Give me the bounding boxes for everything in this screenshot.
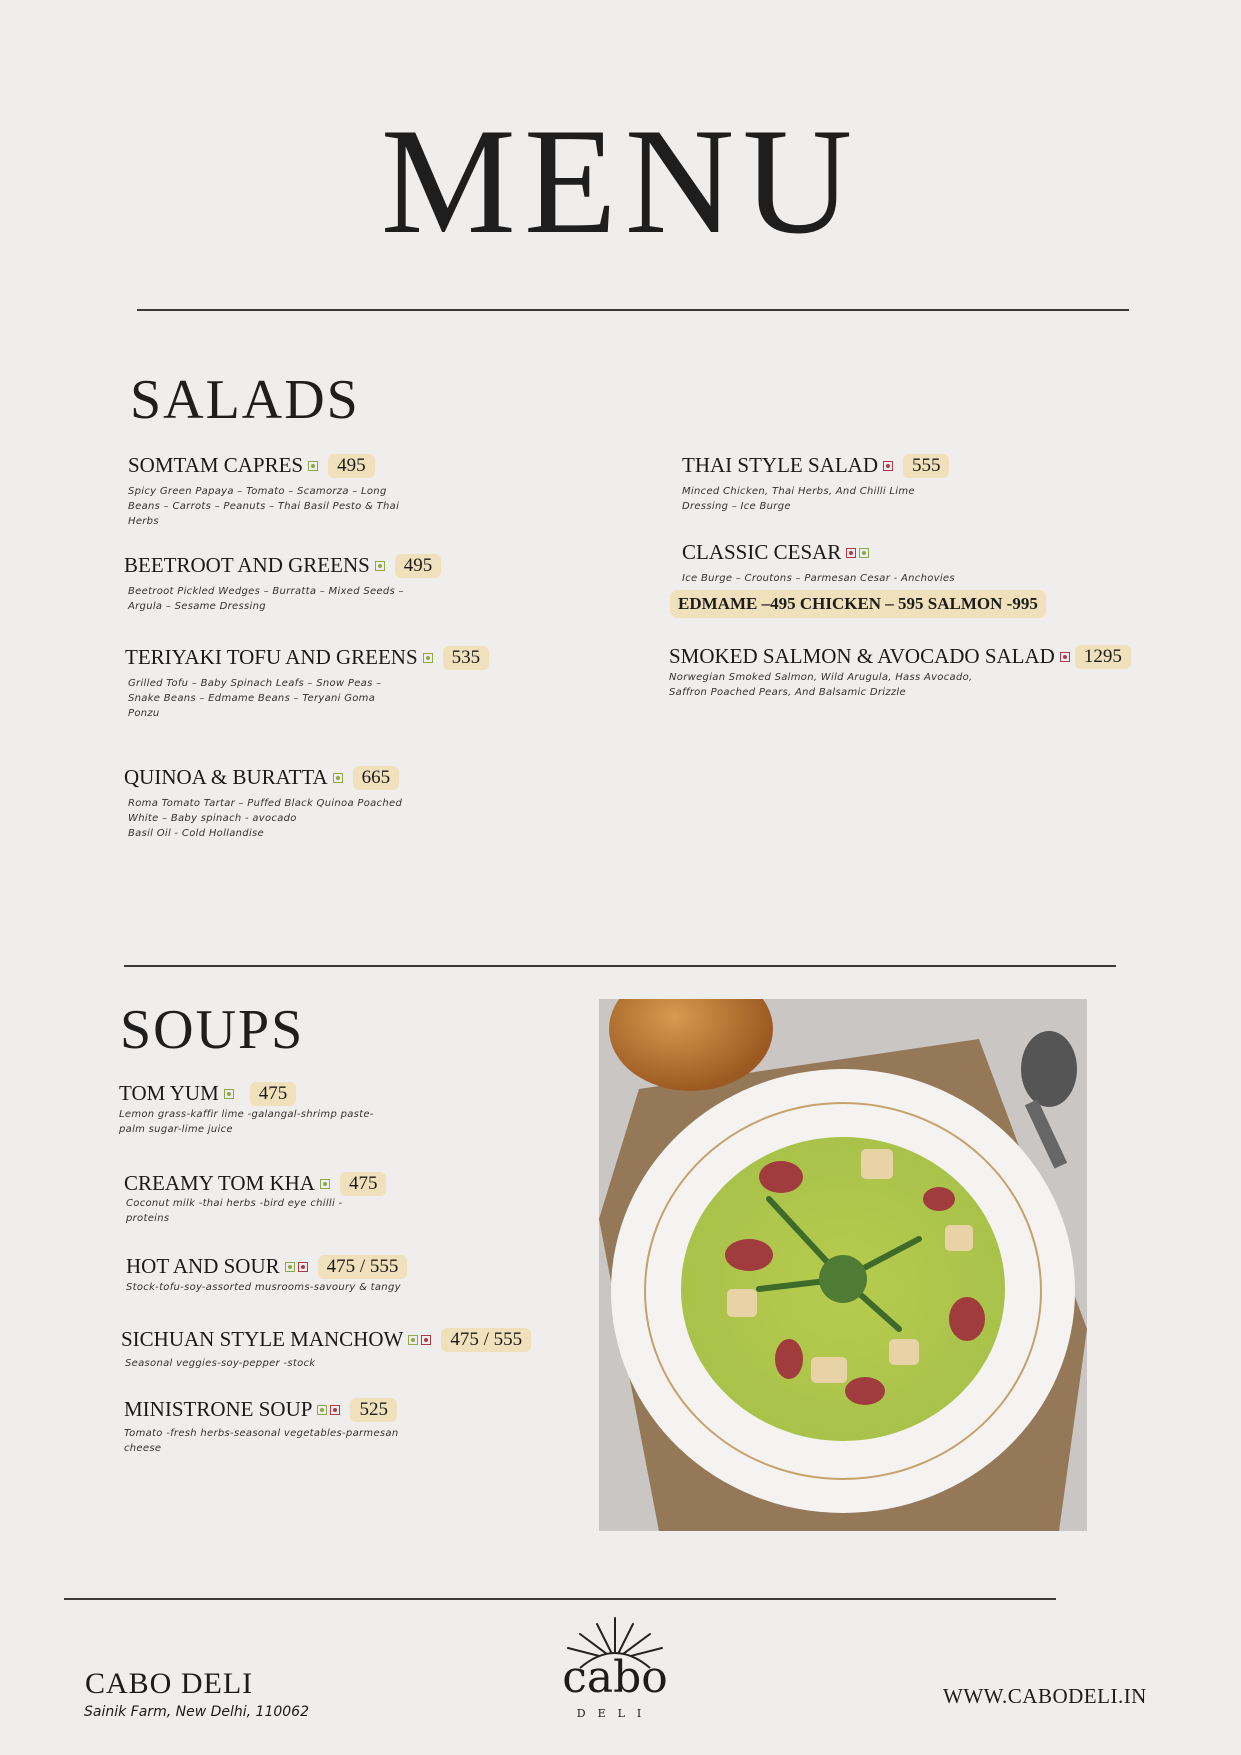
veg-mark-icon [859, 548, 869, 558]
logo-word: cabo [562, 1652, 668, 1703]
salads-heading: SALADS [130, 369, 360, 431]
cabo-logo [540, 1612, 690, 1732]
menu-item [682, 453, 1182, 514]
menu-item [669, 644, 1129, 700]
item-price: 475 [340, 1172, 387, 1196]
veg-mark-icon [224, 1089, 234, 1099]
item-name: QUINOA & BURATTA [124, 765, 328, 789]
item-description: Norwegian Smoked Salmon, Wild Arugula, Hass Avocado, Saffron Poached Pears, And Balsamic Drizzle [669, 672, 973, 698]
item-description: Beetroot Pickled Wedges – Burratta – Mixed Seeds – Argula – Sesame Dressing [128, 586, 404, 612]
soup-photo [599, 999, 1087, 1531]
item-price: 525 [350, 1398, 397, 1422]
item-name: MINISTRONE SOUP [124, 1397, 313, 1421]
item-description: Seasonal veggies-soy-pepper -stock [125, 1358, 316, 1369]
veg-mark-icon [423, 653, 433, 663]
item-name: SMOKED SALMON & AVOCADO SALAD [669, 644, 1055, 668]
divider [137, 309, 1129, 311]
item-price: 535 [443, 646, 490, 670]
item-description: Spicy Green Papaya – Tomato – Scamorza – Long Beans – Carrots – Peanuts – Thai Basil Pesto & Thai Herbs [128, 486, 400, 527]
item-description: Coconut milk -thai herbs -bird eye chilli - proteins [126, 1198, 343, 1224]
menu-item [124, 1397, 624, 1456]
website-link[interactable]: WWW.CABODELI.IN [943, 1684, 1147, 1708]
item-price: 555 [903, 454, 950, 478]
menu-item [124, 553, 624, 614]
restaurant-name: CABO DELI [85, 1667, 254, 1700]
item-price: 665 [353, 766, 400, 790]
item-name: SOMTAM CAPRES [128, 453, 304, 477]
veg-mark-icon [375, 561, 385, 571]
non-veg-mark-icon [883, 461, 893, 471]
item-name: THAI STYLE SALAD [682, 453, 878, 477]
cesar-options-badge: EDMAME –495 CHICKEN – 595 SALMON -995 [670, 590, 1046, 618]
item-description: Tomato -fresh herbs-seasonal vegetables-parmesan cheese [124, 1428, 399, 1454]
divider [64, 1598, 1056, 1600]
item-name: CLASSIC CESAR [682, 540, 842, 564]
menu-item [119, 1081, 619, 1137]
menu-item [128, 453, 628, 529]
veg-mark-icon [308, 461, 318, 471]
menu-item [121, 1327, 581, 1371]
veg-mark-icon [320, 1179, 330, 1189]
item-price: 475 / 555 [441, 1328, 531, 1352]
item-price: 1295 [1075, 645, 1131, 669]
item-description: Roma Tomato Tartar – Puffed Black Quinoa Poached White – Baby spinach - avocado Basil Oil - Cold Hollandise [128, 798, 403, 839]
item-description: Ice Burge – Croutons – Parmesan Cesar - Anchovies [682, 573, 955, 584]
restaurant-address: Sainik Farm, New Delhi, 110062 [84, 1704, 309, 1720]
item-price: 475 [250, 1082, 297, 1106]
logo-subtitle: DELI [576, 1707, 654, 1720]
non-veg-mark-icon [330, 1405, 340, 1415]
item-description: Lemon grass-kaffir lime -galangal-shrimp paste- palm sugar-lime juice [119, 1109, 374, 1135]
soups-heading: SOUPS [120, 999, 305, 1061]
item-description: Grilled Tofu – Baby Spinach Leafs – Snow Peas – Snake Beans – Edmame Beans – Teryani Goma Ponzu [128, 678, 382, 719]
item-price: 475 / 555 [318, 1255, 408, 1279]
item-name: TOM YUM [119, 1081, 219, 1105]
item-price: 495 [328, 454, 375, 478]
menu-item [126, 1254, 626, 1295]
menu-item [125, 645, 625, 721]
item-description: Minced Chicken, Thai Herbs, And Chilli Lime Dressing – Ice Burge [682, 486, 915, 512]
veg-mark-icon [408, 1335, 418, 1345]
veg-mark-icon [317, 1405, 327, 1415]
item-name: SICHUAN STYLE MANCHOW [121, 1327, 404, 1351]
item-name: TERIYAKI TOFU AND GREENS [125, 645, 418, 669]
item-name: BEETROOT AND GREENS [124, 553, 370, 577]
non-veg-mark-icon [421, 1335, 431, 1345]
menu-item [124, 1171, 624, 1226]
veg-mark-icon [285, 1262, 295, 1272]
non-veg-mark-icon [1060, 652, 1070, 662]
item-description: Stock-tofu-soy-assorted musrooms-savoury & tangy [126, 1282, 401, 1293]
menu-item [682, 540, 1182, 586]
menu-item [124, 765, 624, 841]
divider [124, 965, 1116, 967]
non-veg-mark-icon [298, 1262, 308, 1272]
non-veg-mark-icon [846, 548, 856, 558]
menu-title: MENU [380, 97, 861, 265]
item-name: HOT AND SOUR [126, 1254, 280, 1278]
veg-mark-icon [333, 773, 343, 783]
item-price: 495 [395, 554, 442, 578]
item-name: CREAMY TOM KHA [124, 1171, 315, 1195]
